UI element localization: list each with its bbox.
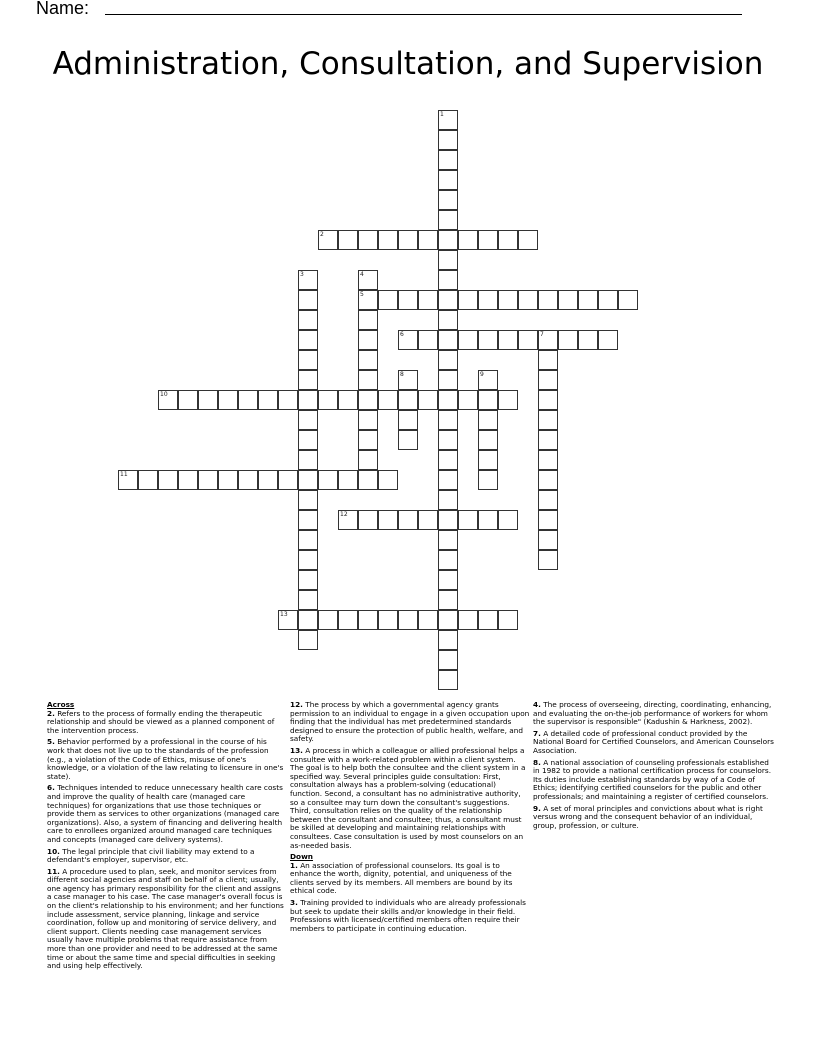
clue-number: 11. [47,866,60,876]
grid-cell[interactable] [438,430,458,450]
grid-cell[interactable] [478,370,498,390]
grid-cell[interactable] [298,310,318,330]
grid-cell[interactable] [298,570,318,590]
grid-cell[interactable] [598,330,618,350]
grid-cell[interactable] [478,470,498,490]
clues-column-1 [47,701,284,974]
grid-cell[interactable] [298,510,318,530]
grid-cell[interactable] [298,290,318,310]
grid-cell[interactable] [298,410,318,430]
clue-down-4 [533,701,775,727]
grid-cell[interactable] [238,390,258,410]
grid-cell[interactable] [178,390,198,410]
grid-cell[interactable] [378,390,398,410]
grid-cell[interactable] [418,230,438,250]
clue-number-label: 12 [340,511,348,518]
clue-number-label: 10 [160,391,168,398]
clue-text: A national association of counseling professionals established in 1982 to provide a national certification process for counselors. Its duties include establishing standards by way of a Code of Ethics; identifying certified counselors for the public and other professionals; and maintaining a register of certified counselors. [533,757,772,801]
grid-cell[interactable] [478,510,498,530]
clue-down-7 [533,730,775,756]
clue-text: The process of overseeing, directing, coordinating, enhancing, and evaluating the on-the-job performance of workers for whom the supervisor is responsible" (Kadushin & Harkness, 2002). [533,700,772,727]
grid-cell[interactable] [418,390,438,410]
grid-cell[interactable] [438,550,458,570]
down-heading: Down [290,852,314,862]
grid-cell[interactable] [438,530,458,550]
grid-cell[interactable] [518,290,538,310]
grid-cell[interactable] [498,510,518,530]
grid-cell[interactable] [338,230,358,250]
grid-cell[interactable] [478,410,498,430]
grid-cell[interactable] [438,510,458,530]
grid-cell[interactable] [438,290,458,310]
grid-cell[interactable] [438,150,458,170]
grid-cell[interactable] [438,590,458,610]
grid-cell[interactable] [538,470,558,490]
grid-cell[interactable] [258,390,278,410]
grid-cell[interactable] [558,330,578,350]
grid-cell[interactable] [438,410,458,430]
grid-cell[interactable] [478,610,498,630]
clue-across-11 [47,868,284,971]
grid-cell[interactable] [438,210,458,230]
clue-number-label: 13 [280,611,288,618]
grid-cell[interactable] [438,670,458,690]
grid-cell[interactable] [418,610,438,630]
grid-cell[interactable] [298,610,318,630]
grid-cell[interactable] [438,630,458,650]
clue-number-label: 8 [400,371,404,378]
grid-cell[interactable] [438,390,458,410]
grid-cell[interactable] [518,330,538,350]
grid-cell[interactable] [438,270,458,290]
grid-cell[interactable] [278,610,298,630]
clue-across-5 [47,738,284,781]
grid-cell[interactable] [378,510,398,530]
grid-cell[interactable] [498,610,518,630]
clue-number: 1. [290,860,298,870]
clue-number-label: 6 [400,331,404,338]
grid-cell[interactable] [438,190,458,210]
clue-number-label: 2 [320,231,324,238]
clue-number: 6. [47,783,55,793]
clue-text: Training provided to individuals who are already professionals but seek to update their skills and/or knowledge in their field. Professions with licensed/certified members often require their members to participate in continuing education. [290,898,526,933]
grid-cell[interactable] [438,110,458,130]
grid-cell[interactable] [358,350,378,370]
grid-cell[interactable] [298,450,318,470]
grid-cell[interactable] [478,430,498,450]
grid-cell[interactable] [358,450,378,470]
grid-cell[interactable] [178,470,198,490]
grid-cell[interactable] [358,290,378,310]
grid-cell[interactable] [478,290,498,310]
grid-cell[interactable] [298,430,318,450]
grid-cell[interactable] [438,230,458,250]
grid-cell[interactable] [398,390,418,410]
clue-text: An association of professional counselors. Its goal is to enhance the worth, dignity, potential, and uniqueness of the clients served by its members. All members are bound by its ethical code. [290,860,513,896]
grid-cell[interactable] [398,330,418,350]
grid-cell[interactable] [398,290,418,310]
grid-cell[interactable] [298,630,318,650]
grid-cell[interactable] [538,490,558,510]
grid-cell[interactable] [298,490,318,510]
grid-cell[interactable] [538,430,558,450]
clue-number-label: 4 [360,271,364,278]
grid-cell[interactable] [358,230,378,250]
clue-number-label: 11 [120,471,128,478]
clue-text: Refers to the process of formally ending the therapeutic relationship and should be viewed as a planned component of the intervention process. [47,708,275,735]
grid-cell[interactable] [538,290,558,310]
across-heading: Across [47,700,75,709]
clue-number-label: 7 [540,331,544,338]
grid-cell[interactable] [438,490,458,510]
clue-number: 2. [47,708,55,718]
grid-cell[interactable] [298,590,318,610]
grid-cell[interactable] [458,610,478,630]
clue-down-3 [290,899,530,933]
name-label: Name: [36,0,90,18]
clue-number: 9. [533,803,541,813]
grid-cell[interactable] [298,370,318,390]
grid-cell[interactable] [538,390,558,410]
grid-cell[interactable] [378,290,398,310]
grid-cell[interactable] [298,550,318,570]
grid-cell[interactable] [378,610,398,630]
clue-across-2 [47,710,284,736]
grid-cell[interactable] [498,290,518,310]
clue-across-13 [290,747,530,850]
clue-number: 5. [47,737,55,747]
grid-cell[interactable] [358,270,378,290]
grid-cell[interactable] [358,310,378,330]
clue-number: 3. [290,898,298,908]
grid-cell[interactable] [438,570,458,590]
grid-cell[interactable] [298,470,318,490]
clue-text: The legal principle that civil liability may extend to a defendant's employer, supervisor, etc. [47,846,255,865]
grid-cell[interactable] [498,390,518,410]
grid-cell[interactable] [438,330,458,350]
grid-cell[interactable] [438,350,458,370]
grid-cell[interactable] [478,450,498,470]
grid-cell[interactable] [438,370,458,390]
clue-number: 12. [290,700,303,709]
clue-text: Behavior performed by a professional in the course of his work that does not live up to the standards of the profession (e.g., a violation of the Code of Ethics, misuse of one's knowledge, or a violation of the law relating to licensure in one's state). [47,737,284,781]
clue-text: A set of moral principles and convictions about what is right versus wrong and the consequent behavior of an individual, group, profession, or culture. [533,803,763,830]
grid-cell[interactable] [398,230,418,250]
clue-number: 4. [533,700,541,709]
clue-text: A process in which a colleague or allied professional helps a consultee with a work-related problem within a client system. The goal is to help both the consultee and the client system in a specified way. Several principles guide consultation: First, consultation always has a problem-solving (educational) function. Second, a consultant has no administrative authority, so a consultee may turn down the consultant's suggestions. Third, consultation relies on the quality of the relationship between the consultant and consultee; thus, a consultant must be skilled at developing and maintaining relationships with consultees. Case consultation is used by most counselors on an as-needed basis. [290,745,526,850]
grid-cell[interactable] [578,290,598,310]
grid-cell[interactable] [398,510,418,530]
grid-cell[interactable] [158,390,178,410]
clue-text: A detailed code of professional conduct provided by the National Board for Certified Counselors, and American Counselors Association. [533,728,774,755]
clue-number-label: 1 [440,111,444,118]
clue-number: 8. [533,757,541,767]
grid-cell[interactable] [358,610,378,630]
grid-cell[interactable] [238,470,258,490]
clue-across-10 [47,848,284,865]
grid-cell[interactable] [538,350,558,370]
grid-cell[interactable] [438,130,458,150]
clue-text: The process by which a governmental agency grants permission to an individual to engage in a given occupation upon finding that the individual has met predetermined standards designed to ensure the protection of public health, welfare, and safety. [290,700,530,744]
grid-cell[interactable] [418,290,438,310]
grid-cell[interactable] [538,530,558,550]
clue-down-8 [533,759,775,802]
grid-cell[interactable] [358,470,378,490]
grid-cell[interactable] [418,510,438,530]
clue-number-label: 9 [480,371,484,378]
grid-cell[interactable] [218,390,238,410]
grid-cell[interactable] [438,450,458,470]
clue-number: 10. [47,846,60,856]
clue-down-1 [290,862,530,896]
grid-cell[interactable] [598,290,618,310]
grid-cell[interactable] [318,470,338,490]
grid-cell[interactable] [558,290,578,310]
grid-cell[interactable] [478,230,498,250]
grid-cell[interactable] [578,330,598,350]
clue-number-label: 3 [300,271,304,278]
grid-cell[interactable] [538,450,558,470]
grid-cell[interactable] [298,270,318,290]
clue-number: 7. [533,728,541,738]
clue-text: A procedure used to plan, seek, and monitor services from different social agencies and staff on behalf of a client; usually, one agency has primary responsibility for the client and assigns a case manager to his case. The case manager's overall focus is on the client's relationship to his environment; and her functions include assessment, service planning, linkage and service coordination, follow up and monitoring of service delivery, and client support. Clients needing case management services usually have multiple problems that require assistance from more than one provider and need to be addressed at the same time or about the same time and special difficulties in seeking and using help effectively. [47,866,284,971]
grid-cell[interactable] [498,230,518,250]
grid-cell[interactable] [318,610,338,630]
grid-cell[interactable] [318,390,338,410]
grid-cell[interactable] [298,350,318,370]
grid-cell[interactable] [278,470,298,490]
grid-cell[interactable] [538,510,558,530]
grid-cell[interactable] [378,470,398,490]
grid-cell[interactable] [338,510,358,530]
grid-cell[interactable] [518,230,538,250]
grid-cell[interactable] [538,550,558,570]
grid-cell[interactable] [198,470,218,490]
grid-cell[interactable] [398,370,418,390]
grid-cell[interactable] [438,250,458,270]
grid-cell[interactable] [458,510,478,530]
grid-cell[interactable] [438,610,458,630]
clue-down-9 [533,805,775,831]
grid-cell[interactable] [198,390,218,410]
grid-cell[interactable] [298,530,318,550]
grid-cell[interactable] [378,230,398,250]
clue-number-label: 5 [360,291,364,298]
clue-text: Techniques intended to reduce unnecessary health care costs and improve the quality of health care (managed care techniques) for organizations that use those techniques or provide them as services to other organizations (managed care organizations). Also, a system of financing and delivering health care to enrollees organized around managed care techniques and concepts (managed care delivery systems). [47,783,283,844]
clue-across-6 [47,784,284,844]
grid-cell[interactable] [358,390,378,410]
grid-cell[interactable] [538,370,558,390]
grid-cell[interactable] [458,290,478,310]
grid-cell[interactable] [318,230,338,250]
grid-cell[interactable] [358,370,378,390]
grid-cell[interactable] [458,330,478,350]
grid-cell[interactable] [618,290,638,310]
grid-cell[interactable] [398,610,418,630]
clues-column-3 [533,701,775,833]
page-title: Administration, Consultation, and Supervision [52,46,764,82]
grid-cell[interactable] [458,390,478,410]
grid-cell[interactable] [358,410,378,430]
grid-cell[interactable] [418,330,438,350]
grid-cell[interactable] [338,470,358,490]
grid-cell[interactable] [498,330,518,350]
grid-cell[interactable] [278,390,298,410]
grid-cell[interactable] [438,470,458,490]
grid-cell[interactable] [158,470,178,490]
grid-cell[interactable] [138,470,158,490]
grid-cell[interactable] [218,470,238,490]
grid-cell[interactable] [438,650,458,670]
grid-cell[interactable] [438,310,458,330]
grid-cell[interactable] [438,170,458,190]
grid-cell[interactable] [358,330,378,350]
clue-across-12 [290,701,530,744]
grid-cell[interactable] [298,390,318,410]
grid-cell[interactable] [398,430,418,450]
grid-cell[interactable] [458,230,478,250]
grid-cell[interactable] [118,470,138,490]
grid-cell[interactable] [358,430,378,450]
grid-cell[interactable] [338,390,358,410]
grid-cell[interactable] [258,470,278,490]
clue-number: 13. [290,745,303,755]
grid-cell[interactable] [538,330,558,350]
grid-cell[interactable] [398,410,418,430]
clues-column-2 [290,701,530,936]
grid-cell[interactable] [478,330,498,350]
grid-cell[interactable] [478,390,498,410]
grid-cell[interactable] [538,410,558,430]
grid-cell[interactable] [358,510,378,530]
grid-cell[interactable] [338,610,358,630]
grid-cell[interactable] [298,330,318,350]
